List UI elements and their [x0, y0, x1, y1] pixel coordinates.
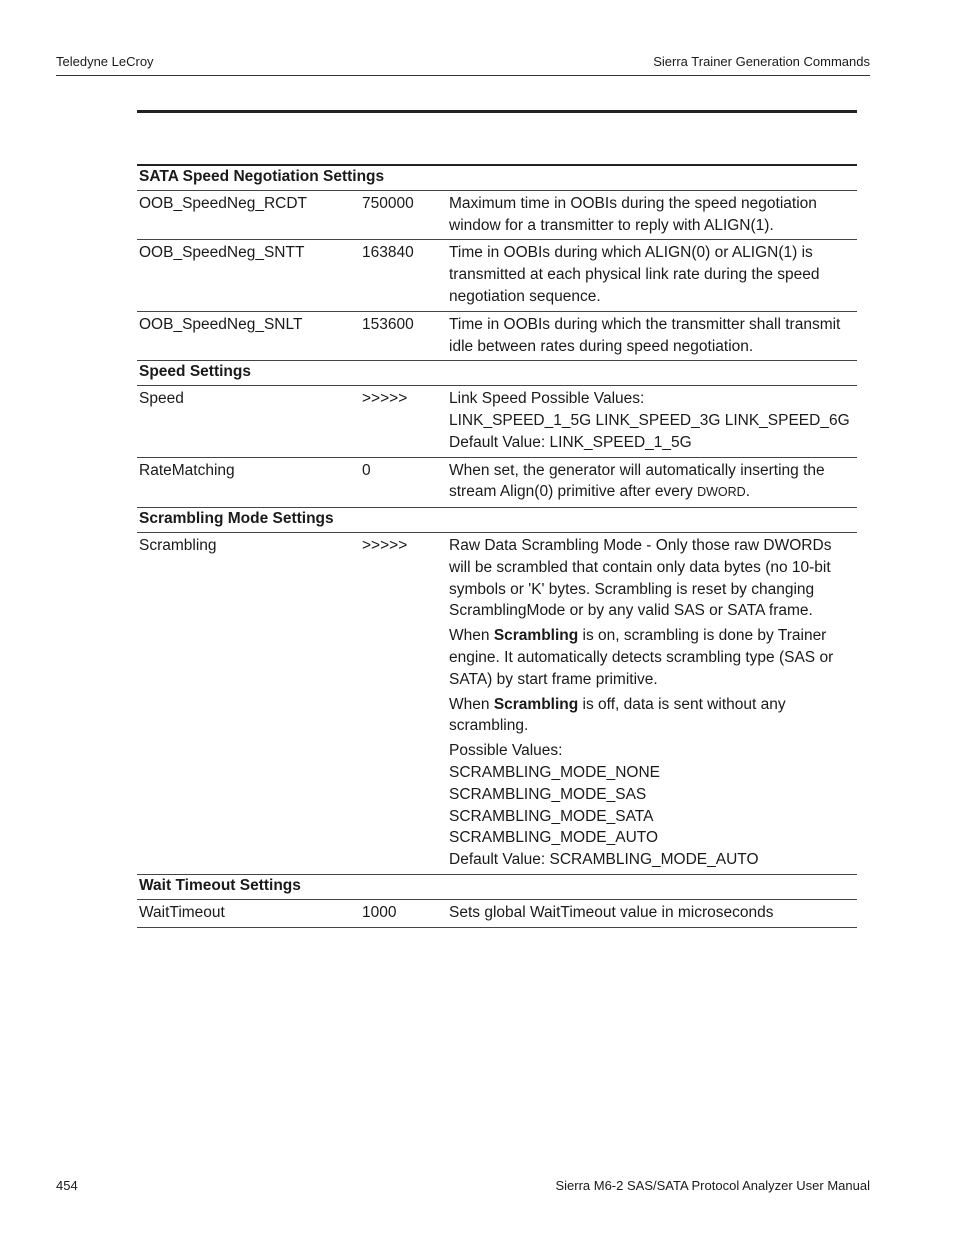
- setting-value: 0: [362, 461, 371, 479]
- table-row-ratematching: [137, 458, 857, 509]
- value-auto: SCRAMBLING_MODE_AUTO: [449, 829, 659, 847]
- setting-name: RateMatching: [139, 461, 235, 479]
- dword-term: DWORD: [697, 485, 746, 500]
- setting-description: Maximum time in OOBIs during the speed negotiation window for a transmitter to reply with ALIGN(1).: [449, 194, 817, 234]
- bold-term: Scrambling: [493, 627, 579, 645]
- setting-description: [449, 388, 857, 453]
- values-label: Possible Values:: [449, 742, 563, 760]
- setting-name: Scrambling: [139, 536, 217, 554]
- setting-value: 153600: [362, 315, 414, 333]
- bold-term: Scrambling: [493, 695, 579, 713]
- header-rule: [56, 75, 870, 76]
- section-heading-wait: Wait Timeout Settings: [137, 875, 857, 900]
- ratematching-desc-end: .: [745, 483, 750, 501]
- setting-value: 750000: [362, 194, 414, 212]
- scrambling-para-2: [449, 625, 857, 690]
- setting-description: Sets global WaitTimeout value in microseconds: [449, 903, 774, 921]
- text-span: When: [449, 695, 494, 713]
- text-span: When: [449, 627, 494, 645]
- setting-value: 1000: [362, 903, 397, 921]
- footer-title: Sierra M6-2 SAS/SATA Protocol Analyzer User Manual: [555, 1178, 870, 1193]
- setting-name: OOB_SpeedNeg_SNLT: [139, 315, 303, 333]
- table-row-rcdt: [137, 191, 857, 241]
- table-row-scrambling: [137, 533, 857, 875]
- header-right: Sierra Trainer Generation Commands: [653, 54, 870, 69]
- value-sas: SCRAMBLING_MODE_SAS: [449, 785, 647, 803]
- settings-table: [137, 164, 857, 928]
- page-number: 454: [56, 1178, 78, 1193]
- table-row-speed: [137, 386, 857, 457]
- setting-name: WaitTimeout: [139, 903, 225, 921]
- section-heading-scrambling: Scrambling Mode Settings: [137, 508, 857, 533]
- setting-description: [449, 460, 857, 505]
- setting-name: Speed: [139, 390, 184, 408]
- table-row-snlt: [137, 312, 857, 362]
- header-left: Teledyne LeCroy: [56, 54, 154, 69]
- scrambling-para-1: Raw Data Scrambling Mode - Only those raw DWORDs will be scrambled that contain only data bytes (no 10-bit symbols or 'K' bytes. Scrambling is reset by changing ScramblingMode or by any valid SAS or SATA frame.: [449, 536, 832, 620]
- setting-name: OOB_SpeedNeg_RCDT: [139, 194, 307, 212]
- text-span: is on, scrambling is done by Trainer engine. It automatically detects scrambling type (SAS or SATA) by start frame primitive.: [449, 627, 834, 688]
- table-row-sntt: [137, 240, 857, 311]
- section-rule: [137, 110, 857, 113]
- setting-name: OOB_SpeedNeg_SNTT: [139, 244, 305, 262]
- setting-description: Time in OOBIs during which ALIGN(0) or ALIGN(1) is transmitted at each physical link rate during the speed negotiation sequence.: [449, 244, 820, 305]
- scrambling-values: [449, 740, 857, 871]
- scrambling-para-3: [449, 694, 857, 738]
- speed-values-label: Link Speed Possible Values:: [449, 390, 645, 408]
- section-heading-sata: SATA Speed Negotiation Settings: [137, 166, 857, 191]
- speed-values-list: LINK_SPEED_1_5G LINK_SPEED_3G LINK_SPEED_6G: [449, 411, 850, 429]
- section-heading-speed: Speed Settings: [137, 361, 857, 386]
- text-span: is off, data is sent without any scrambling.: [449, 695, 786, 735]
- setting-description: [449, 535, 857, 871]
- setting-value: >>>>>: [362, 536, 408, 554]
- default-value: Default Value: SCRAMBLING_MODE_AUTO: [449, 851, 759, 869]
- setting-value: 163840: [362, 244, 414, 262]
- value-sata: SCRAMBLING_MODE_SATA: [449, 807, 654, 825]
- setting-description: Time in OOBIs during which the transmitter shall transmit idle between rates during speed negotiation.: [449, 315, 841, 355]
- ratematching-desc: When set, the generator will automatically inserting the stream Align(0) primitive after every: [449, 461, 825, 501]
- setting-value: >>>>>: [362, 390, 408, 408]
- speed-default-value: Default Value: LINK_SPEED_1_5G: [449, 433, 692, 451]
- value-none: SCRAMBLING_MODE_NONE: [449, 763, 661, 781]
- table-row-waittimeout: [137, 900, 857, 928]
